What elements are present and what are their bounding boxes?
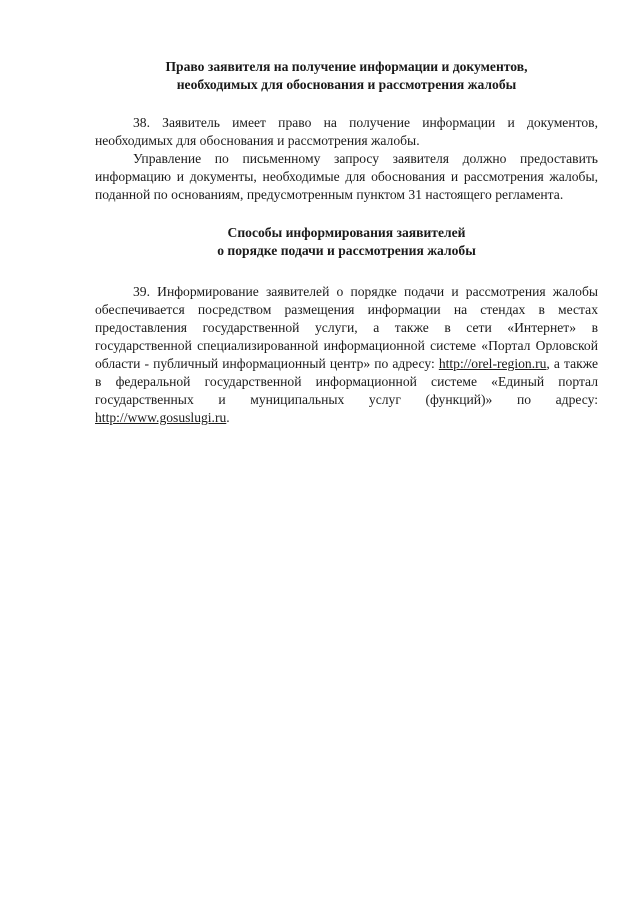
section-heading-informing-methods	[95, 224, 598, 260]
paragraph-39	[95, 283, 598, 427]
paragraph-39-end: .	[226, 410, 230, 425]
link-gosuslugi[interactable]: http://www.gosuslugi.ru	[95, 410, 227, 425]
paragraph-38: 38. Заявитель имеет право на получение информации и документов, необходимых для обоснования и рассмотрения жалобы.	[95, 115, 598, 148]
link-orel-region[interactable]: http://orel-region.ru	[438, 356, 547, 371]
paragraph-39-text-1: 39. Информирование заявителей о порядке подачи и рассмотрения жалобы обеспечивается посредством размещения информации на стендах в местах предоставления государственной услуги, а также в сети «Интернет» в государственной специализированной информационной системе «Портал Орловской области - публичный информационный центр» по адресу:	[95, 284, 598, 371]
heading-line-1: Право заявителя на получение информации и документов,	[165, 59, 528, 74]
section-heading-right-to-information	[95, 58, 598, 94]
heading-line-1: Способы информирования заявителей	[227, 225, 466, 240]
document-body	[95, 58, 598, 427]
paragraph-39-text-2: , а также в федеральной государственной информационной системе «Единый портал государственных и муниципальных услуг (функций)» по адресу:	[95, 356, 598, 407]
paragraph-upravlenie: Управление по письменному запросу заявителя должно предоставить информацию и документы, необходимые для обоснования и рассмотрения жалобы, поданной по основаниям, предусмотренным пунктом 31 настоящего регламента.	[95, 151, 598, 202]
heading-line-2: о порядке подачи и рассмотрения жалобы	[217, 243, 476, 258]
heading-line-2: необходимых для обоснования и рассмотрения жалобы	[176, 77, 517, 92]
